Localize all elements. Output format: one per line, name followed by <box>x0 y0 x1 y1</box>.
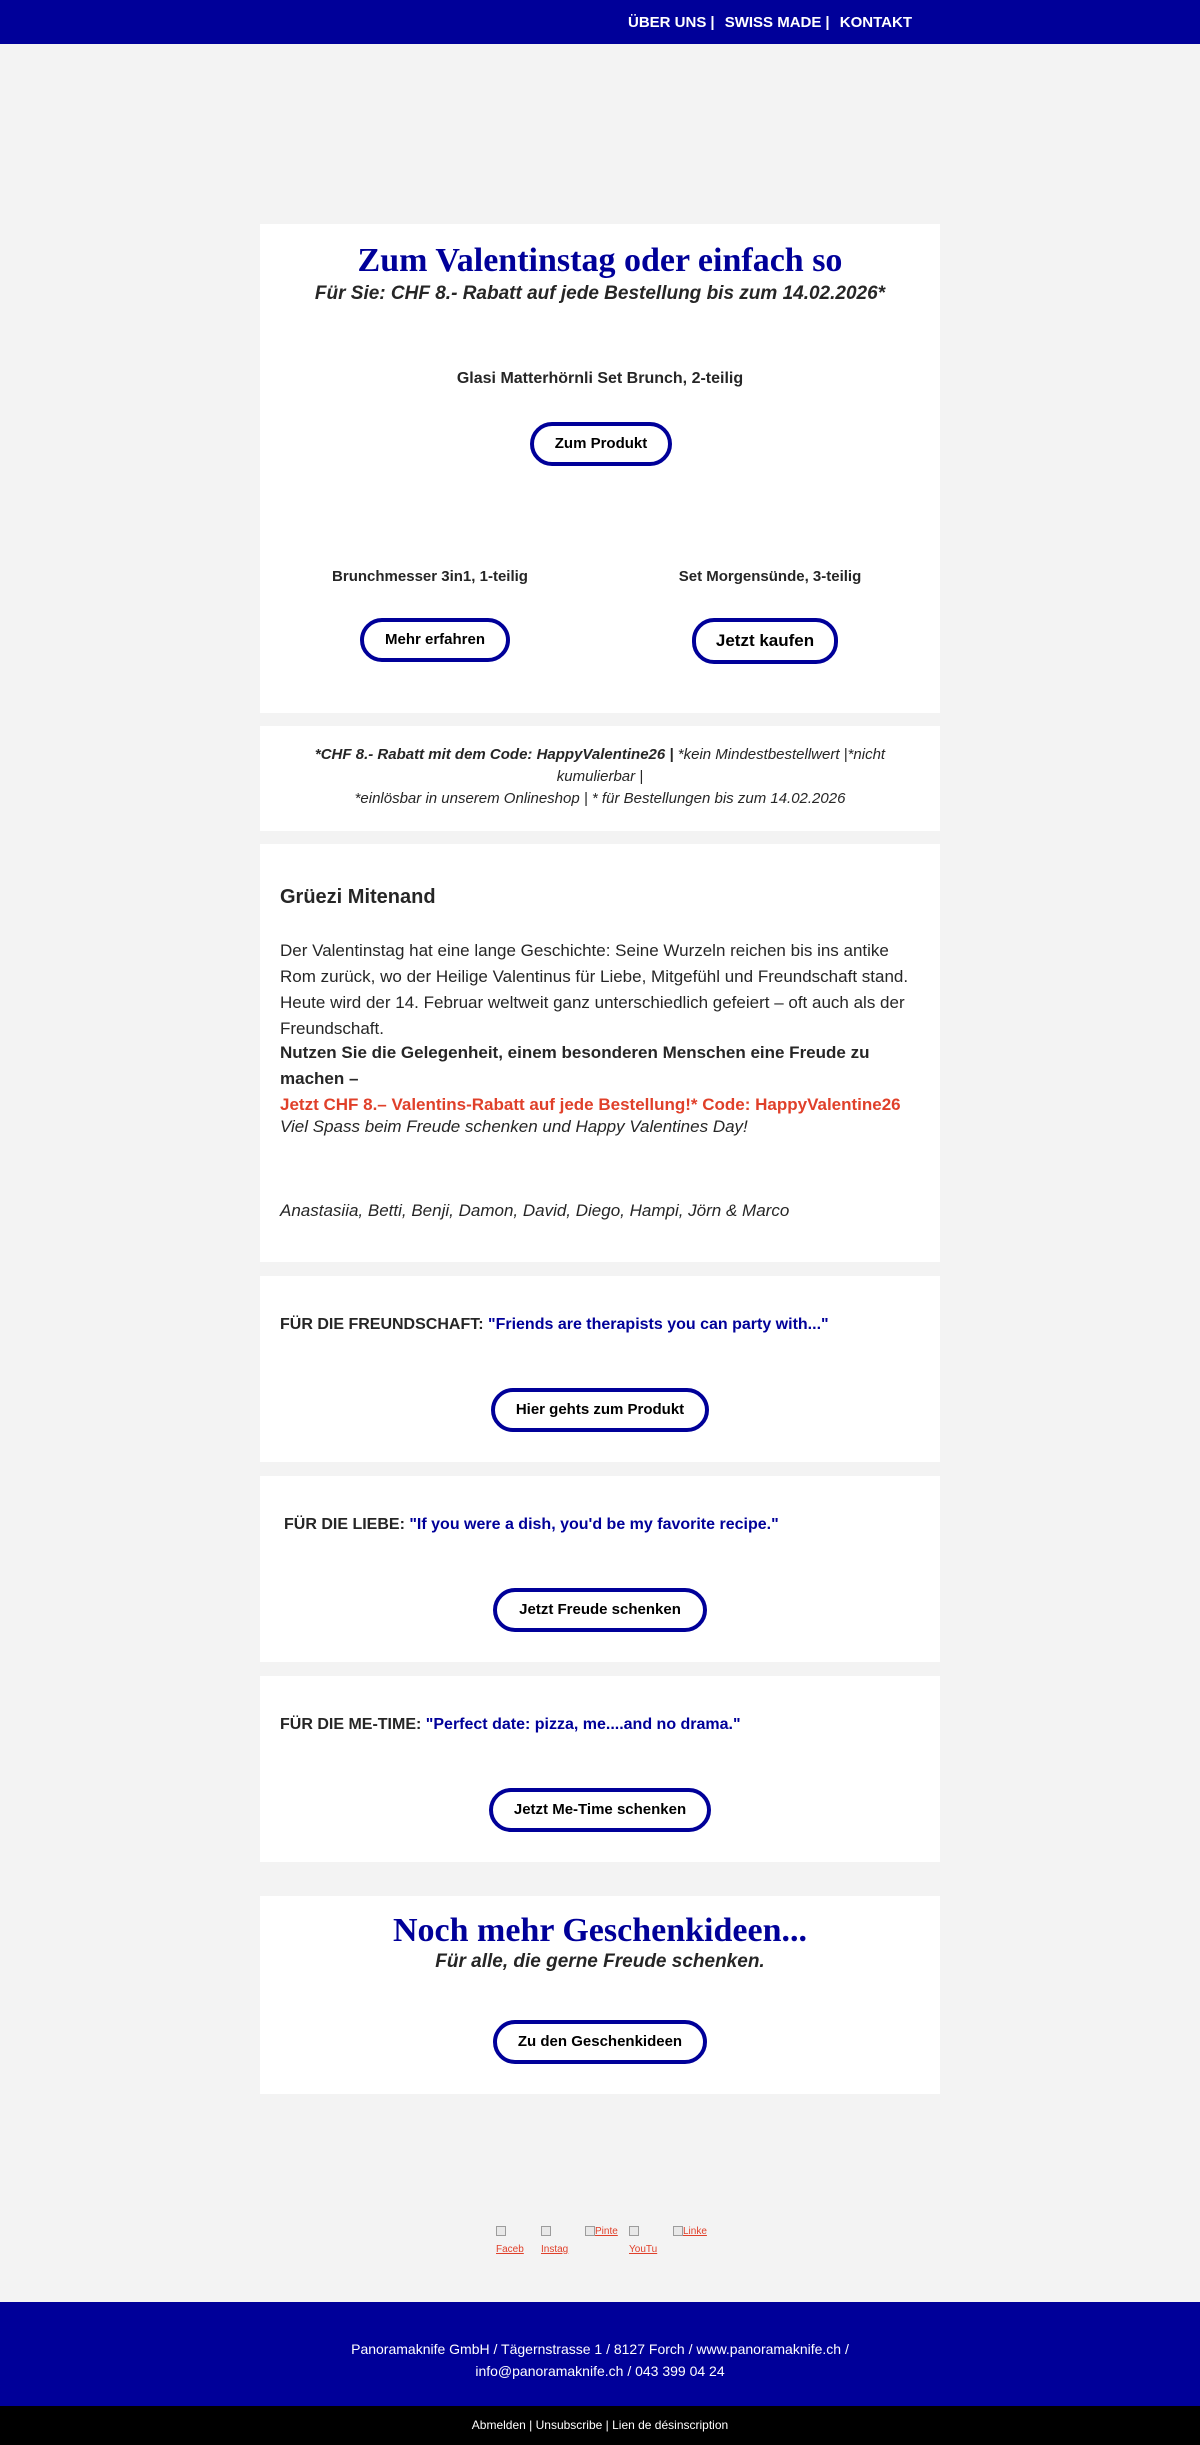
broken-image-icon <box>629 2226 639 2236</box>
footer <box>0 2302 1200 2406</box>
more-ideas-card <box>260 1896 940 2094</box>
nav-separator: | <box>825 14 830 31</box>
nav-link-kontakt[interactable]: KONTAKT <box>839 14 912 31</box>
love-button-wrap <box>493 1588 707 1632</box>
conditions-line-3: *einlösbar in unserem Onlineshop | * für Bestellungen bis zum 14.02.2026 <box>354 790 846 807</box>
unsubscribe-link[interactable]: Abmelden | Unsubscribe | Lien de désinscription <box>471 2418 729 2432</box>
product-main-button-wrap <box>530 422 672 466</box>
jetzt-kaufen-button[interactable]: Jetzt kaufen <box>692 618 838 664</box>
jetzt-freude-schenken-button[interactable]: Jetzt Freude schenken <box>493 1588 707 1632</box>
broken-image-icon <box>496 2226 506 2236</box>
nav-link-swiss-made[interactable]: SWISS MADE <box>724 14 822 31</box>
linkedin-icon[interactable] <box>673 2226 707 2246</box>
conditions-text <box>300 744 900 810</box>
product-right-button-wrap <box>692 618 838 664</box>
broken-image-icon <box>541 2226 551 2236</box>
letter-card <box>260 844 940 1262</box>
letter-body: Der Valentinstag hat eine lange Geschichte: Seine Wurzeln reichen bis ins antike Rom zurück, wo der Heilige Valentinus für Liebe, Mitgefühl und Freundschaft stand. Heute wird der 14. Februar weltweit ganz unterschiedlich gefeiert – oft auch als der Freundschaft. <box>280 941 909 1038</box>
instagram-icon-alt: Instag <box>541 2244 569 2255</box>
footer-address-line-2: info@panoramaknife.ch / 043 399 04 24 <box>475 2363 725 2379</box>
unsubscribe-bar <box>0 2406 1200 2445</box>
mehr-erfahren-button[interactable]: Mehr erfahren <box>360 618 510 662</box>
letter-signature: Anastasiia, Betti, Benji, Damon, David, Diego, Hampi, Jörn & Marco <box>280 1201 790 1220</box>
nav-link-ueber-uns[interactable]: ÜBER UNS <box>628 14 707 31</box>
youtube-icon[interactable] <box>629 2226 663 2255</box>
top-bar <box>0 0 1200 44</box>
conditions-line-1-rest: *kein Mindestbestellwert |*nicht <box>673 746 886 763</box>
pinterest-icon[interactable] <box>585 2226 619 2246</box>
product-title-left: Brunchmesser 3in1, 1-teilig <box>332 568 528 585</box>
instagram-icon[interactable] <box>541 2226 575 2255</box>
broken-image-icon <box>585 2226 595 2236</box>
friendship-label: FÜR DIE FREUNDSCHAFT: <box>280 1316 484 1333</box>
friendship-card <box>260 1276 940 1462</box>
product-left-button-wrap <box>360 618 510 662</box>
friendship-button-wrap <box>491 1388 709 1432</box>
nav-separator: | <box>710 14 715 31</box>
zum-produkt-button[interactable]: Zum Produkt <box>530 422 672 466</box>
product-title-right: Set Morgensünde, 3-teilig <box>678 568 862 585</box>
youtube-icon-alt: YouTu <box>629 2244 658 2255</box>
conditions-line-1 <box>300 744 900 766</box>
more-ideas-title: Noch mehr Geschenkideen... <box>393 1912 807 1949</box>
pinterest-icon-alt: Pinte <box>595 2226 618 2237</box>
love-label: FÜR DIE LIEBE: <box>284 1516 405 1533</box>
discount-code-note: *CHF 8.- Rabatt mit dem Code: HappyValentine26 | <box>314 746 674 763</box>
love-card <box>260 1476 940 1662</box>
love-line <box>284 1516 779 1534</box>
top-nav <box>628 14 912 31</box>
hero-subtitle: Für Sie: CHF 8.- Rabatt auf jede Bestellung bis zum 14.02.2026* <box>314 283 886 304</box>
friendship-line <box>280 1316 829 1334</box>
greeting-heading: Grüezi Mitenand <box>280 886 436 908</box>
metime-button-wrap <box>489 1788 711 1832</box>
zu-den-geschenkideen-button[interactable]: Zu den Geschenkideen <box>493 2020 707 2064</box>
footer-address-line-1: Panoramaknife GmbH / Tägernstrasse 1 / 8127 Forch / www.panoramaknife.ch / <box>351 2341 849 2357</box>
metime-quote: "Perfect date: pizza, me....and no drama." <box>425 1716 741 1733</box>
conditions-line-2: kumulierbar | <box>556 768 644 785</box>
letter-cta-discount: Jetzt CHF 8.– Valentins-Rabatt auf jede Bestellung!* Code: HappyValentine26 <box>280 1095 901 1114</box>
product-title-main: Glasi Matterhörnli Set Brunch, 2-teilig <box>456 370 744 387</box>
friendship-quote: "Friends are therapists you can party with..." <box>488 1316 829 1333</box>
hier-gehts-zum-produkt-button[interactable]: Hier gehts zum Produkt <box>491 1388 709 1432</box>
letter-cta-text: Nutzen Sie die Gelegenheit, einem besonderen Menschen eine Freude zu machen – <box>280 1043 870 1088</box>
hero-title: Zum Valentinstag oder einfach so <box>357 242 843 279</box>
conditions-card <box>260 726 940 831</box>
hero-card <box>260 224 940 713</box>
linkedin-icon-alt: Linke <box>683 2226 707 2237</box>
more-ideas-subtitle: Für alle, die gerne Freude schenken. <box>435 1951 765 1972</box>
letter-wish: Viel Spass beim Freude schenken und Happy Valentines Day! <box>280 1117 748 1136</box>
facebook-icon-alt: Faceb <box>496 2244 524 2255</box>
jetzt-me-time-schenken-button[interactable]: Jetzt Me-Time schenken <box>489 1788 711 1832</box>
facebook-icon[interactable] <box>496 2226 530 2255</box>
more-ideas-button-wrap <box>493 2020 707 2064</box>
broken-image-icon <box>673 2226 683 2236</box>
letter-cta <box>280 1040 920 1118</box>
metime-line <box>280 1716 741 1734</box>
metime-label: FÜR DIE ME-TIME: <box>280 1716 422 1733</box>
love-quote: "If you were a dish, you'd be my favorite recipe." <box>409 1516 779 1533</box>
metime-card <box>260 1676 940 1862</box>
